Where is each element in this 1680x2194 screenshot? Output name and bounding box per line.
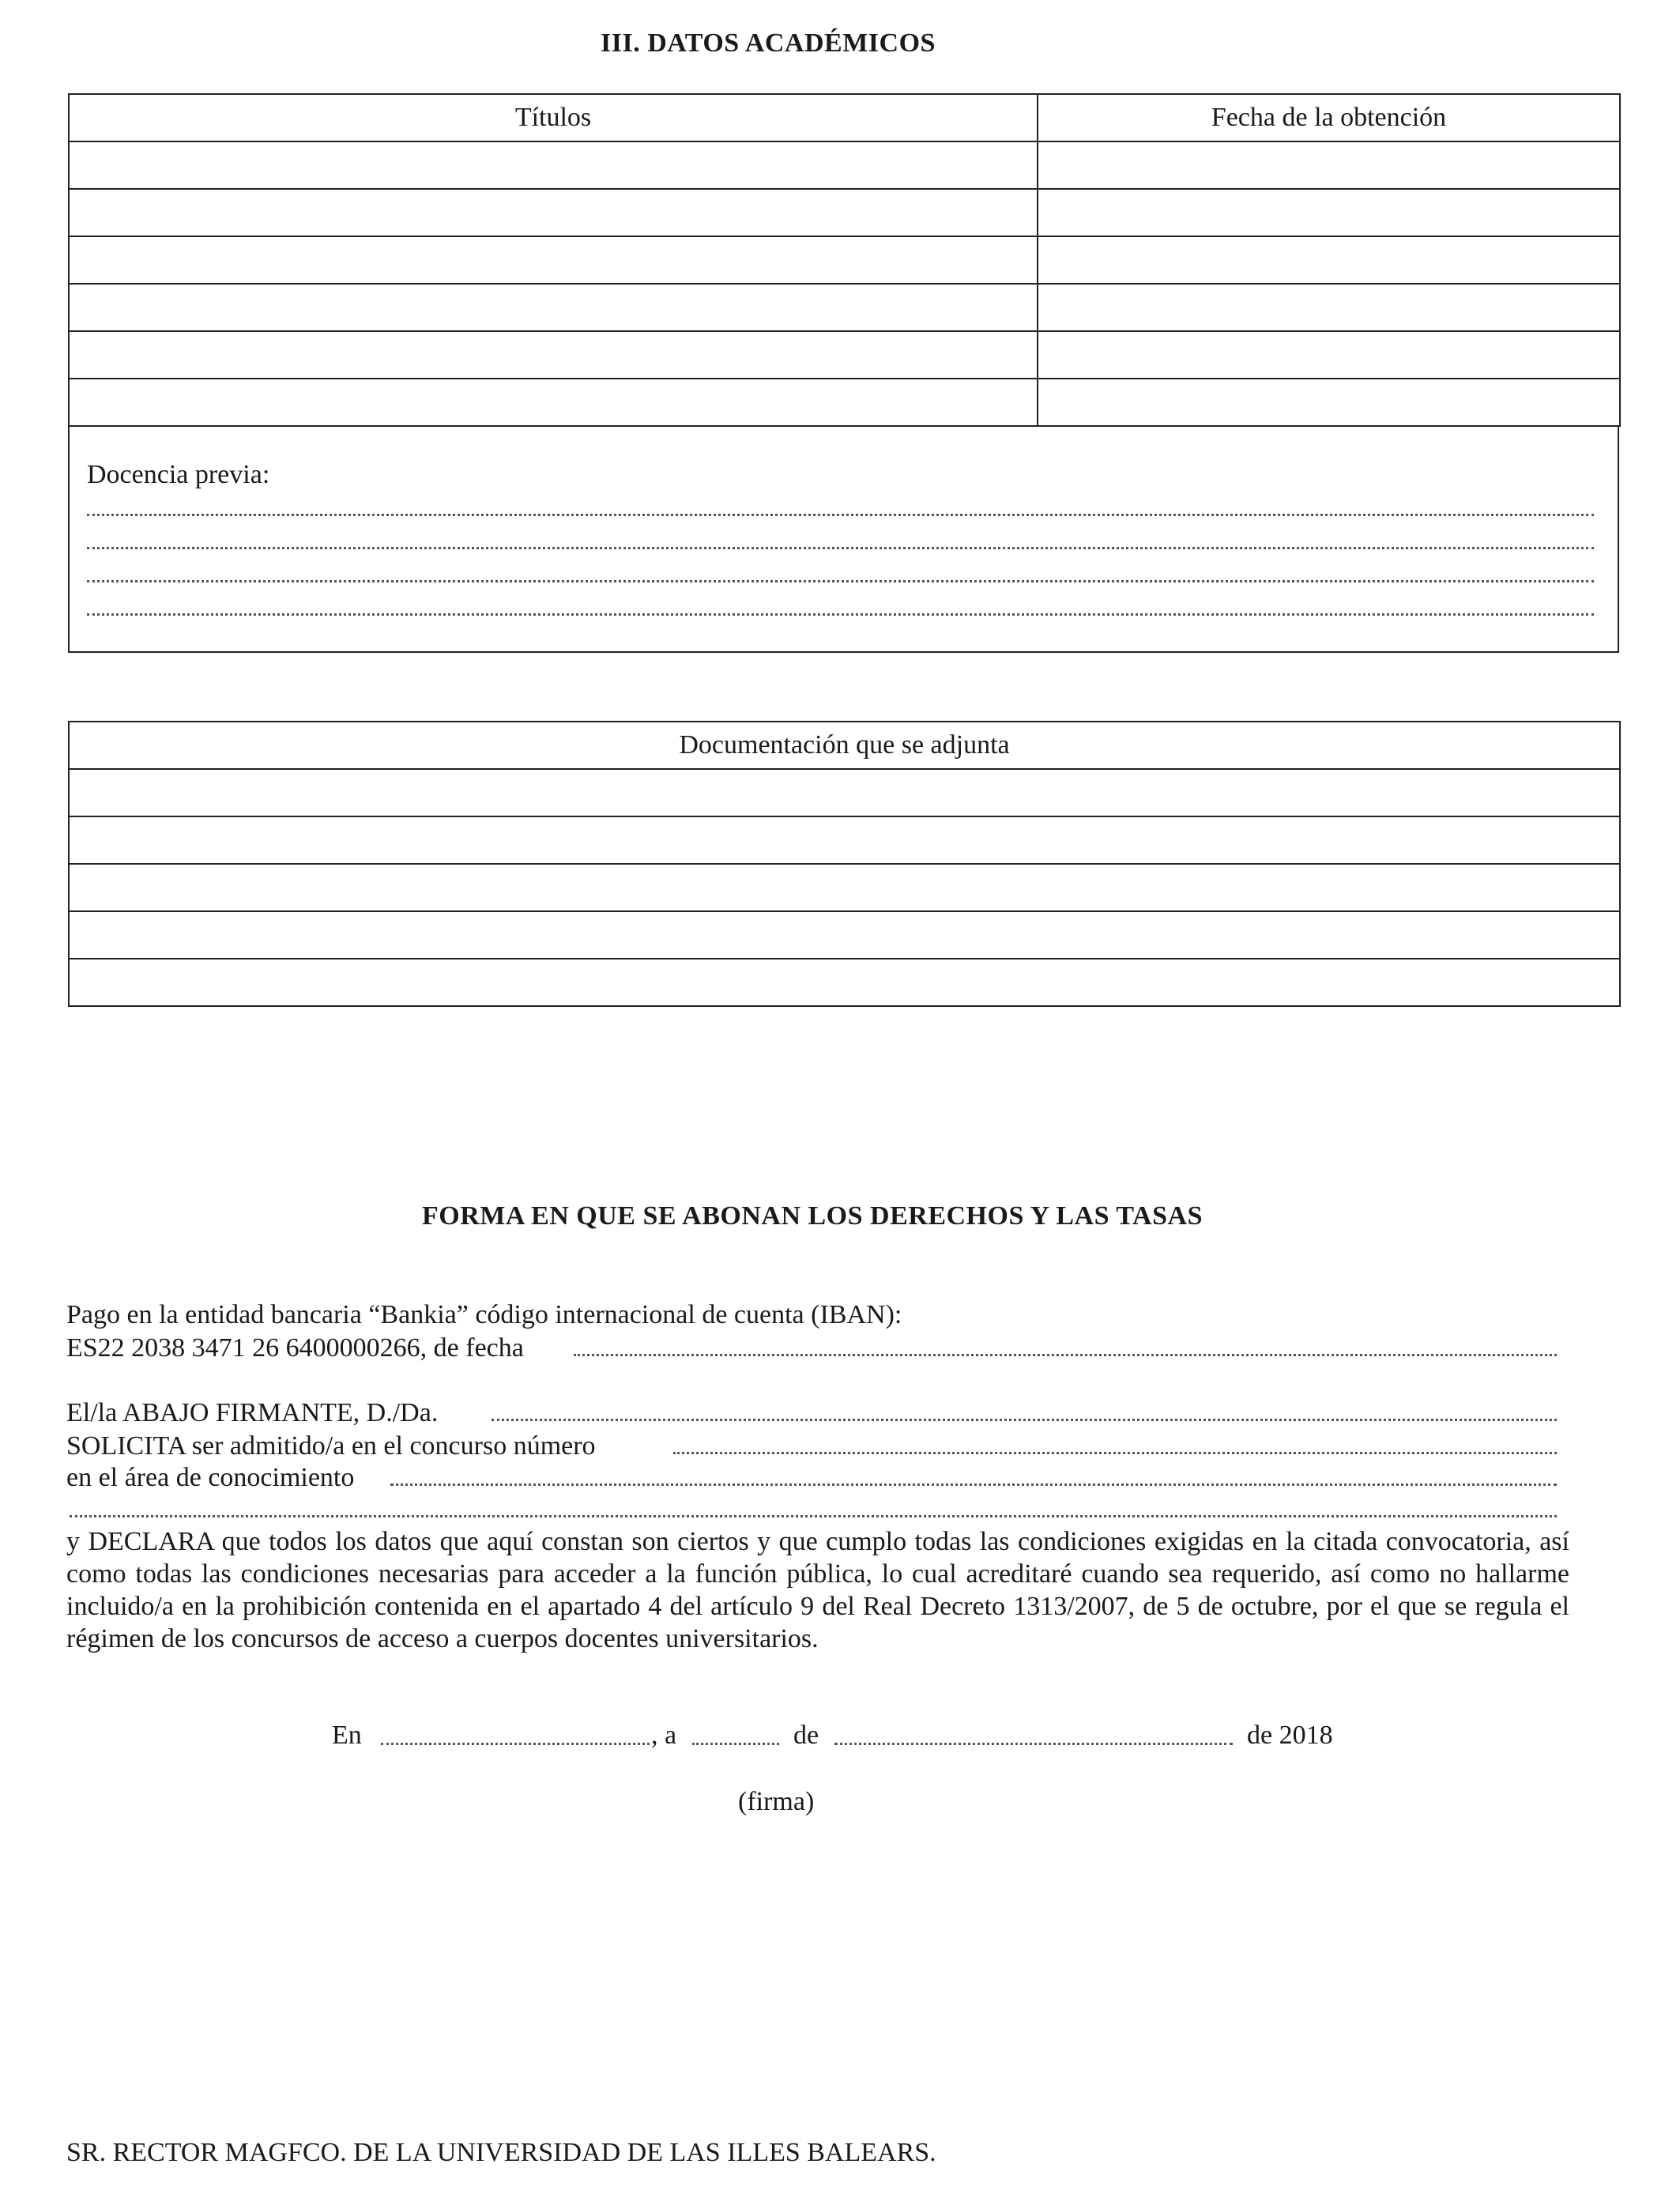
documento-cell[interactable]: [69, 864, 1620, 911]
table-header-row: [69, 94, 1620, 141]
declaration-paragraph: y DECLARA que todos los datos que aquí constan son ciertos y que cumplo todas las condiciones exigidas en la citada convocatoria, así como todas las condiciones necesarias para acceder a la función pública, lo cual acreditaré cuando sea requerido, así como no hallarme incluido/a en la prohibición contenida en el apartado 4 del artículo 9 del Real Decreto 1313/2007, de 5 de octubre, por el que se regula el régimen de los concursos de acceso a cuerpos docentes universitarios.: [66, 1527, 1569, 1653]
docencia-previa-box: [68, 425, 1619, 653]
date-place-field[interactable]: [381, 1743, 650, 1745]
table-row: [69, 236, 1620, 284]
addressee: SR. RECTOR MAGFCO. DE LA UNIVERSIDAD DE LAS ILLES BALEARS.: [66, 2138, 936, 2167]
table-row: [69, 141, 1620, 189]
titulo-cell[interactable]: [69, 141, 1038, 189]
titulo-cell[interactable]: [69, 236, 1038, 284]
area-field[interactable]: [390, 1483, 1557, 1486]
date-year-label: de 2018: [1247, 1721, 1333, 1750]
titulo-cell[interactable]: [69, 379, 1038, 426]
fecha-cell[interactable]: [1038, 379, 1620, 426]
firmante-label: El/la ABAJO FIRMANTE, D./Da.: [66, 1398, 439, 1427]
table-row: [69, 189, 1620, 236]
table-row: [69, 769, 1620, 816]
docencia-line[interactable]: [87, 613, 1594, 616]
date-month-field[interactable]: [834, 1743, 1233, 1745]
docencia-line[interactable]: [87, 514, 1594, 516]
firmante-name-field[interactable]: [492, 1419, 1557, 1421]
fecha-cell[interactable]: [1038, 141, 1620, 189]
signature-area[interactable]: [601, 1826, 1090, 2047]
academic-titles-table: [68, 93, 1621, 427]
date-en-label: En: [332, 1721, 362, 1750]
table-row: [69, 864, 1620, 911]
fecha-cell[interactable]: [1038, 189, 1620, 236]
date-a-label: , a: [651, 1721, 677, 1750]
documento-cell[interactable]: [69, 769, 1620, 816]
table-header-row: [69, 722, 1620, 769]
date-de-label: de: [793, 1721, 819, 1750]
documento-cell[interactable]: [69, 911, 1620, 959]
table-row: [69, 911, 1620, 959]
table-row: [69, 379, 1620, 426]
header-titulos: Títulos: [69, 94, 1038, 141]
payment-iban-line: ES22 2038 3471 26 6400000266, de fecha: [66, 1333, 524, 1363]
section-title-academic: III. DATOS ACADÉMICOS: [601, 28, 936, 58]
table-row: [69, 959, 1620, 1006]
area-field-continued[interactable]: [70, 1515, 1557, 1517]
table-row: [69, 331, 1620, 379]
fecha-cell[interactable]: [1038, 236, 1620, 284]
documento-cell[interactable]: [69, 959, 1620, 1006]
date-day-field[interactable]: [692, 1743, 779, 1745]
payment-date-field[interactable]: [574, 1354, 1557, 1356]
docencia-previa-label: Docencia previa:: [87, 460, 270, 489]
fecha-cell[interactable]: [1038, 284, 1620, 331]
table-row: [69, 816, 1620, 864]
header-documentacion: Documentación que se adjunta: [69, 722, 1620, 769]
fecha-cell[interactable]: [1038, 331, 1620, 379]
section-title-payment: FORMA EN QUE SE ABONAN LOS DERECHOS Y LAS TASAS: [422, 1201, 1203, 1231]
titulo-cell[interactable]: [69, 189, 1038, 236]
titulo-cell[interactable]: [69, 331, 1038, 379]
table-row: [69, 284, 1620, 331]
titulo-cell[interactable]: [69, 284, 1038, 331]
signature-label: (firma): [738, 1787, 815, 1816]
documentation-table: [68, 721, 1621, 1007]
docencia-line[interactable]: [87, 547, 1594, 549]
docencia-line[interactable]: [87, 580, 1594, 582]
documento-cell[interactable]: [69, 816, 1620, 864]
solicita-label: SOLICITA ser admitido/a en el concurso número: [66, 1431, 596, 1461]
concurso-number-field[interactable]: [673, 1452, 1557, 1454]
payment-iban-intro: Pago en la entidad bancaria “Bankia” código internacional de cuenta (IBAN):: [66, 1300, 902, 1329]
area-label: en el área de conocimiento: [66, 1463, 355, 1492]
header-fecha-obtencion: Fecha de la obtención: [1038, 94, 1620, 141]
